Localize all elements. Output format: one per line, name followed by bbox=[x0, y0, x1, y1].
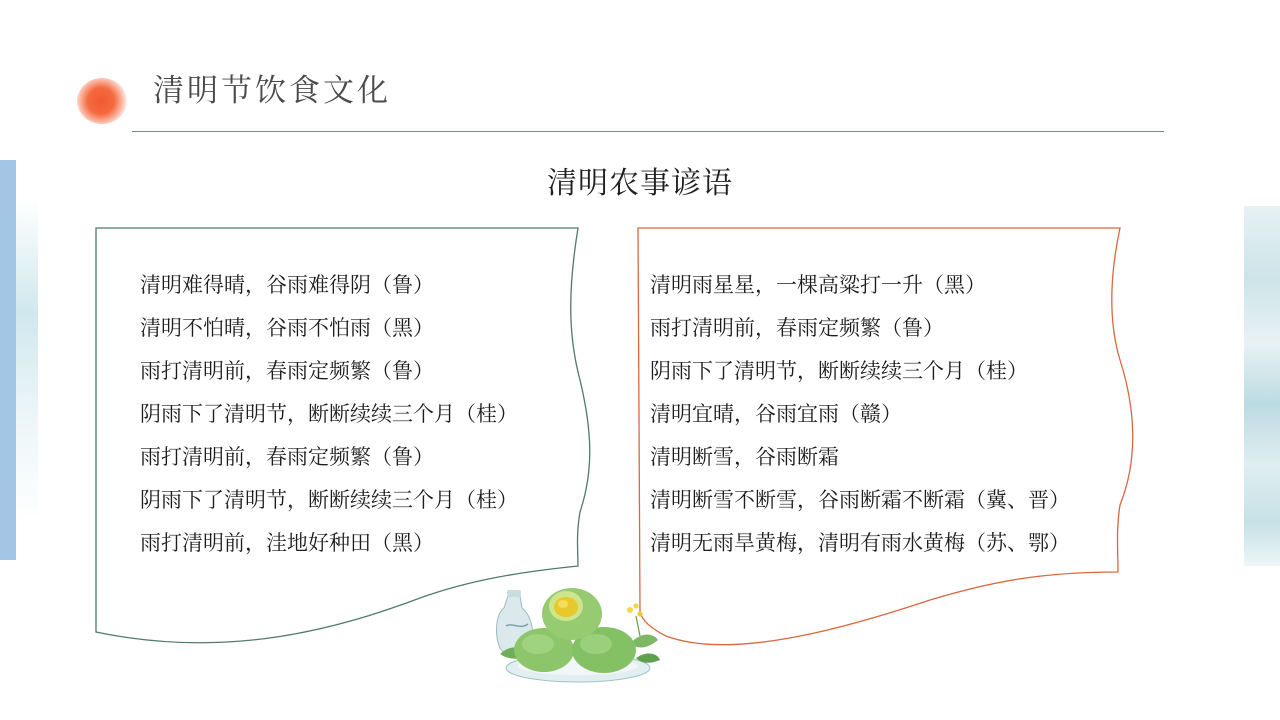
qingtuan-illustration-icon bbox=[490, 574, 670, 686]
proverb-item: 雨打清明前，春雨定频繁（鲁） bbox=[140, 445, 434, 469]
right-proverb-list bbox=[650, 264, 1070, 565]
proverb-item: 阴雨下了清明节，断断续续三个月（桂） bbox=[140, 402, 518, 426]
proverb-item: 清明难得晴，谷雨难得阴（鲁） bbox=[140, 273, 434, 297]
proverb-item: 阴雨下了清明节，断断续续三个月（桂） bbox=[140, 488, 518, 512]
proverb-item: 雨打清明前，春雨定频繁（鲁） bbox=[650, 316, 944, 340]
proverb-item: 清明断雪，谷雨断霜 bbox=[650, 445, 839, 469]
proverb-item: 雨打清明前，春雨定频繁（鲁） bbox=[140, 359, 434, 383]
proverb-item: 清明无雨旱黄梅，清明有雨水黄梅（苏、鄂） bbox=[650, 531, 1070, 555]
left-proverb-list bbox=[140, 264, 518, 565]
proverb-item: 清明不怕晴，谷雨不怕雨（黑） bbox=[140, 316, 434, 340]
page-title: 清明节饮食文化 bbox=[153, 73, 391, 109]
proverb-item: 清明雨星星，一棵高粱打一升（黑） bbox=[650, 273, 986, 297]
proverb-item: 阴雨下了清明节，断断续续三个月（桂） bbox=[650, 359, 1028, 383]
proverb-item: 雨打清明前，洼地好种田（黑） bbox=[140, 531, 434, 555]
proverb-item: 清明宜晴，谷雨宜雨（赣） bbox=[650, 402, 902, 426]
proverb-item: 清明断雪不断雪，谷雨断霜不断霜（冀、晋） bbox=[650, 488, 1070, 512]
section-heading: 清明农事谚语 bbox=[547, 166, 733, 201]
